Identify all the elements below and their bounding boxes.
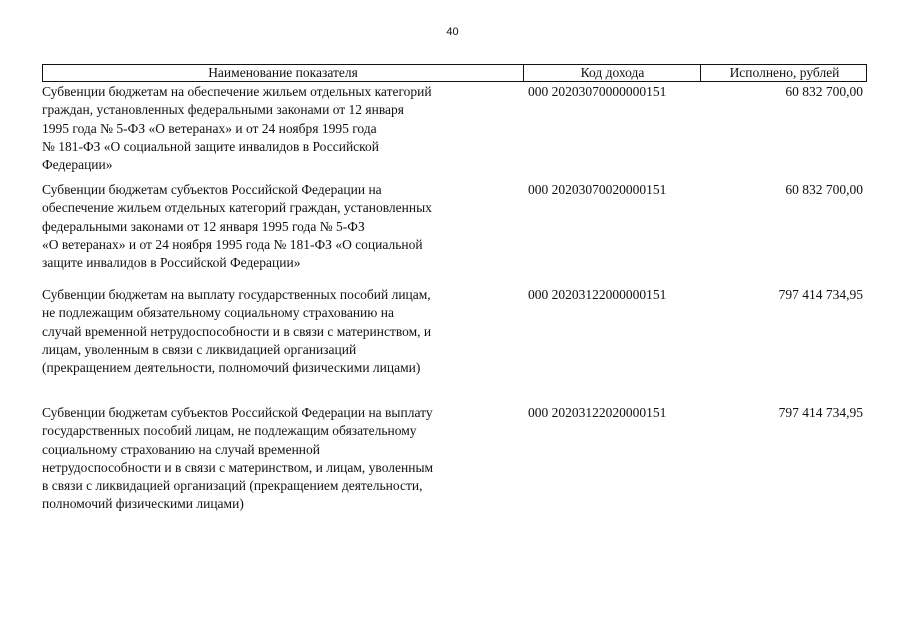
row-name-line: № 181-ФЗ «О социальной защите инвалидов в Российской <box>42 138 380 154</box>
row-name-line: нетрудоспособности и в связи с материнством, и лицам, уволенным <box>42 459 434 475</box>
row-amount: 797 414 734,95 <box>778 287 863 302</box>
row-name-line: в связи с ликвидацией организаций (прекращением деятельности, <box>42 478 423 494</box>
header-code: Код дохода <box>523 65 701 81</box>
row-name-line: обеспечение жильем отдельных категорий граждан, установленных <box>42 200 432 216</box>
row-name-line: «О ветеранах» и от 24 ноября 1995 года № 181-ФЗ «О социальной <box>42 236 423 252</box>
row-name-line: 1995 года № 5-ФЗ «О ветеранах» и от 24 ноября 1995 года <box>42 120 377 136</box>
row-name-line: Субвенции бюджетам на выплату государственных пособий лицам, <box>42 287 431 302</box>
row-name-line: Субвенции бюджетам субъектов Российской Федерации на <box>42 182 382 197</box>
table-header <box>42 64 867 82</box>
row-name-line: (прекращением деятельности, полномочий физическими лицами) <box>42 360 421 376</box>
row-code: 000 20203070020000151 <box>528 182 667 197</box>
row-name-line: федеральными законами от 12 января 1995 года № 5-ФЗ <box>42 218 365 234</box>
row-name-line: случай временной нетрудоспособности и в связи с материнством, и <box>42 323 432 339</box>
row-amount: 60 832 700,00 <box>785 84 863 99</box>
row-amount: 797 414 734,95 <box>778 405 863 420</box>
header-amount: Исполнено, рублей <box>700 65 868 81</box>
row-name <box>42 83 514 174</box>
row-name <box>42 404 514 514</box>
row-name-line: полномочий физическими лицами) <box>42 496 244 512</box>
row-name-line: защите инвалидов в Российской Федерации» <box>42 255 301 271</box>
row-amount: 60 832 700,00 <box>785 182 863 197</box>
row-name-line: не подлежащим обязательному социальному страхованию на <box>42 305 394 321</box>
row-name <box>42 181 514 272</box>
row-name-line: Субвенции бюджетам субъектов Российской Федерации на выплату <box>42 405 433 420</box>
row-code: 000 20203122020000151 <box>528 405 667 420</box>
revenue-table <box>42 64 867 512</box>
row-name-line: граждан, установленных федеральными законами от 12 января <box>42 102 405 118</box>
header-name: Наименование показателя <box>208 65 358 80</box>
row-code: 000 20203122000000151 <box>528 287 667 302</box>
row-code: 000 20203070000000151 <box>528 84 667 99</box>
row-name-line: лицам, уволенным в связи с ликвидацией организаций <box>42 341 357 357</box>
row-name-line: Федерации» <box>42 157 113 173</box>
row-name-line: государственных пособий лицам, не подлежащим обязательному <box>42 423 417 439</box>
row-name-line: социальному страхованию на случай временной <box>42 441 320 457</box>
row-name-line: Субвенции бюджетам на обеспечение жильем отдельных категорий <box>42 84 432 99</box>
page-number: 40 <box>446 26 459 38</box>
row-name <box>42 286 514 377</box>
